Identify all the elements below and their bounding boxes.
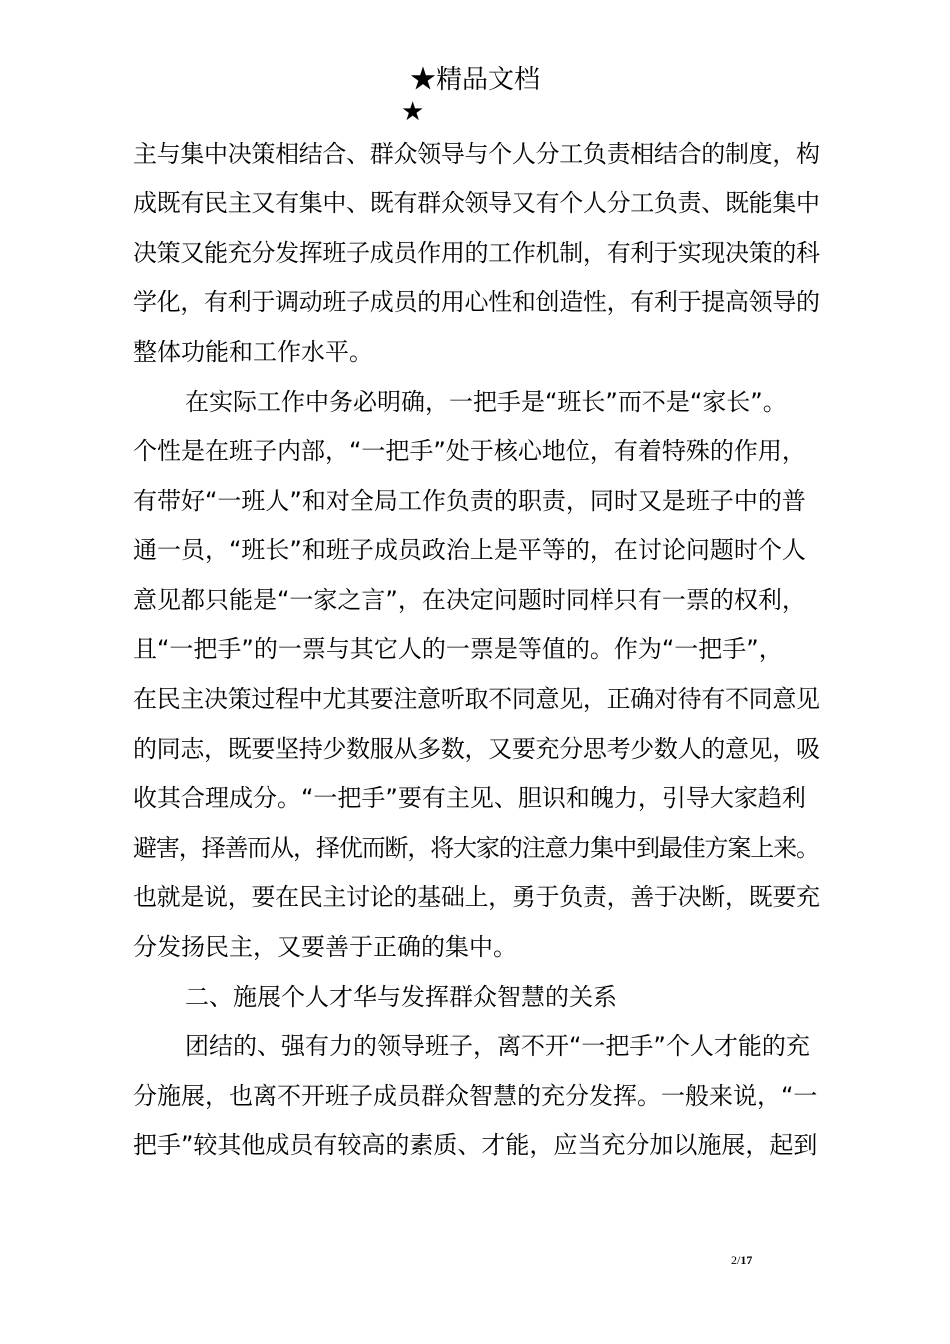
page-number: [731, 1253, 752, 1268]
text-line: 有带好“一班人”和对全局工作负责的职责，同时又是班子中的普: [133, 487, 806, 515]
text-line: 成既有民主又有集中、既有群众领导又有个人分工负责、既能集中: [133, 189, 820, 217]
text-line: 分施展，也离不开班子成员群众智慧的充分发挥。一般来说，“一: [133, 1082, 818, 1110]
text-line: 的同志，既要坚持少数服从多数，又要充分思考少数人的意见，吸: [133, 735, 820, 763]
text-line: 意见都只能是“一家之言”，在决定问题时同样只有一票的权利，: [133, 586, 806, 614]
text-line: 整体功能和工作水平。: [133, 338, 373, 366]
text-line: 主与集中决策相结合、群众领导与个人分工负责相结合的制度，构: [133, 140, 820, 168]
text-line: 在民主决策过程中尤其要注意听取不同意见，正确对待有不同意见: [133, 685, 820, 713]
text-line: 收其合理成分。“一把手”要有主见、胆识和魄力，引导大家趋利: [133, 784, 806, 812]
text-line: 个性是在班子内部，“一把手”处于核心地位，有着特殊的作用，: [133, 437, 806, 465]
header-star-icon: ★: [401, 97, 425, 127]
text-line: 团结的、强有力的领导班子，离不开“一把手”个人才能的充: [185, 1032, 810, 1060]
page-separator: /: [737, 1253, 741, 1267]
text-line: 通一员，“班长”和班子成员政治上是平等的，在讨论问题时个人: [133, 536, 806, 564]
text-line: 分发扬民主，又要善于正确的集中。: [133, 933, 517, 961]
text-line: 在实际工作中务必明确，一把手是“班长”而不是“家长”。: [185, 388, 787, 416]
page-total: 17: [740, 1253, 753, 1267]
text-line: 避害，择善而从，择优而断，将大家的注意力集中到最佳方案上来。: [133, 834, 819, 862]
section-heading: 二、施展个人才华与发挥群众智慧的关系: [185, 983, 617, 1011]
page-current: 2: [731, 1253, 737, 1267]
text-line: 也就是说，要在民主讨论的基础上，勇于负责，善于决断，既要充: [133, 883, 820, 911]
text-line: 决策又能充分发挥班子成员作用的工作机制，有利于实现决策的科: [133, 239, 820, 267]
text-line: 学化，有利于调动班子成员的用心性和创造性，有利于提高领导的: [133, 288, 820, 316]
page-header-title: ★精品文档: [409, 65, 540, 95]
text-line: 且“一把手”的一票与其它人的一票是等值的。作为“一把手”，: [133, 635, 783, 663]
text-line: 把手”较其他成员有较高的素质、才能，应当充分加以施展，起到: [133, 1131, 818, 1159]
